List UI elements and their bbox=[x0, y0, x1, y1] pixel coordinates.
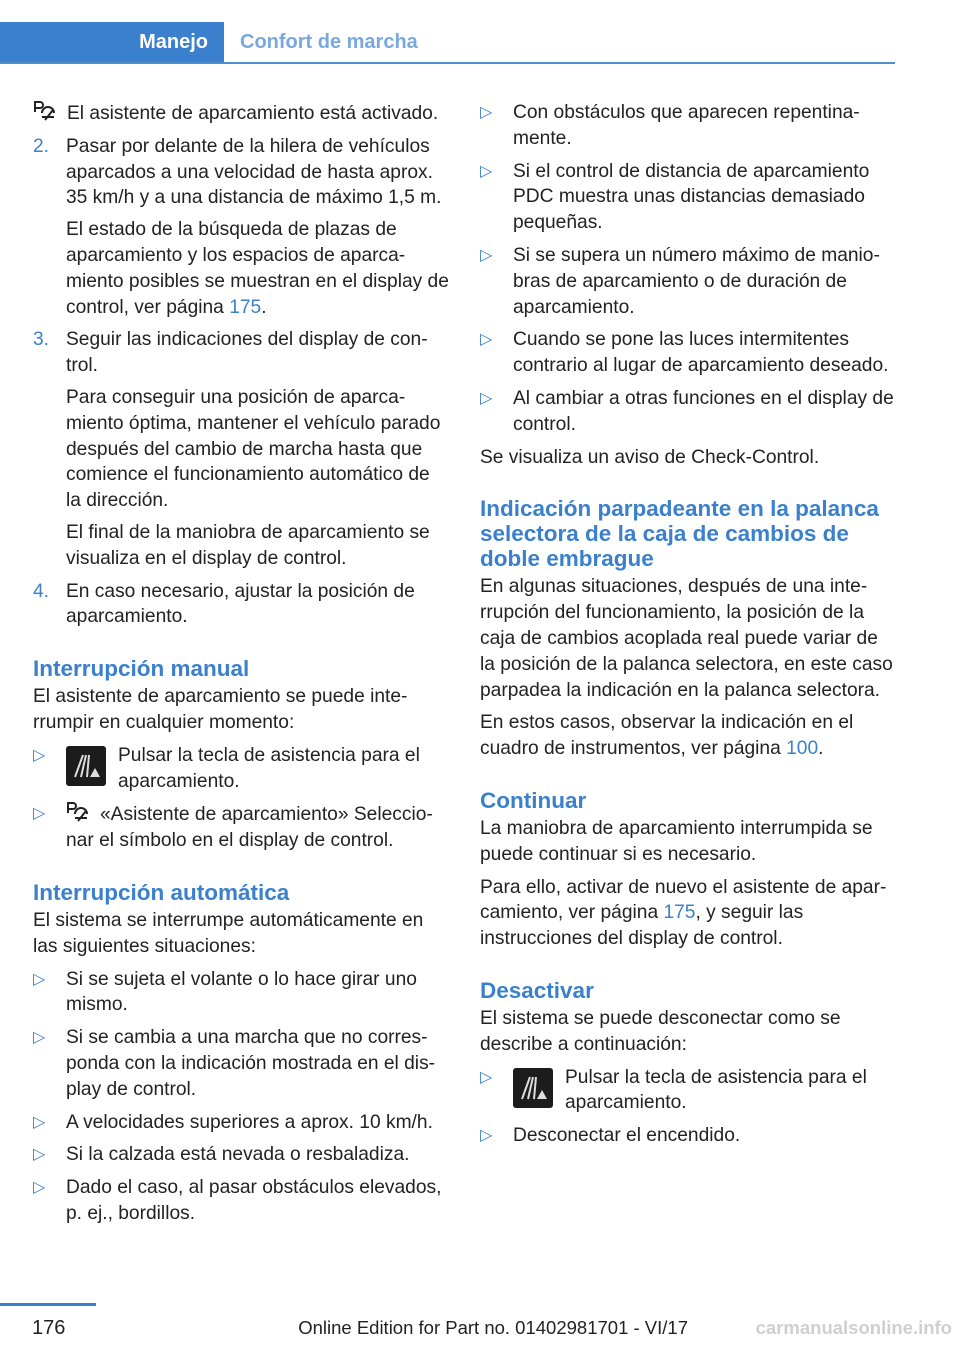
list-item: ▷ Si se sujeta el volante o lo hace girar uno mismo. bbox=[33, 968, 417, 1016]
footer-rule bbox=[0, 1303, 96, 1306]
list-item: ▷ Con obstáculos que aparecen repentinamente. bbox=[480, 102, 860, 149]
bullet-triangle-icon: ▷ bbox=[480, 389, 493, 407]
step-number: 2. bbox=[33, 135, 50, 157]
page-link[interactable]: 175 bbox=[229, 296, 262, 318]
bullet-triangle-icon: ▷ bbox=[480, 246, 493, 264]
continue-paragraph-2: Para ello, activar de nuevo el asistente de aparcamiento, ver página 175, y seguir las instrucciones del display de control. bbox=[480, 876, 887, 950]
bullet-triangle-icon: ▷ bbox=[33, 1029, 46, 1047]
page-header bbox=[0, 22, 895, 64]
bullet-triangle-icon: ▷ bbox=[33, 1146, 46, 1164]
chapter-tab[interactable]: Manejo bbox=[0, 22, 224, 62]
bullet-triangle-icon: ▷ bbox=[33, 746, 46, 764]
list-item: ▷ Si la calzada está nevada o resbaladiza. bbox=[33, 1142, 449, 1168]
step-subtext: El final de la maniobra de aparcamiento se visualiza en el display de control. bbox=[66, 521, 430, 569]
checkcontrol-note: Se visualiza un aviso de Check-Control. bbox=[480, 446, 820, 468]
bullet-triangle-icon: ▷ bbox=[480, 104, 493, 121]
step-4 bbox=[33, 579, 449, 631]
bullet-triangle-icon: ▷ bbox=[33, 970, 46, 988]
step-3 bbox=[33, 327, 449, 571]
heading-automatic-interruption: Interrupción automática bbox=[33, 879, 290, 905]
step-subtext: Para conseguir una posición de aparcamiento óptima, mantener el vehículo parado después del cambio de marcha hasta que comience el funcionamiento automático de la dirección. bbox=[66, 386, 441, 512]
list-item: ▷ «Asistente de aparcamiento» Seleccionar el símbolo en el display de control. bbox=[33, 801, 449, 854]
page-link[interactable]: 175 bbox=[663, 902, 696, 924]
manual-intro: El asistente de aparcamiento se puede interrumpir en cualquier momento: bbox=[33, 686, 408, 733]
heading-continue: Continuar bbox=[480, 787, 587, 813]
step-text: Seguir las indicaciones del display de control. bbox=[66, 329, 428, 377]
list-item: ▷ Si se supera un número máximo de maniobras de aparcamiento o de duración de aparcamiento. bbox=[480, 244, 880, 318]
parking-assist-button-icon bbox=[513, 1068, 553, 1108]
bullet-triangle-icon: ▷ bbox=[480, 331, 493, 349]
bullet-triangle-icon: ▷ bbox=[33, 1179, 46, 1197]
step-text: Pasar por delante de la hilera de vehículos aparcados a una velocidad de hasta aprox. 35 km/h y a una distancia de máximo 1,5 m. bbox=[66, 135, 442, 209]
bullet-triangle-icon: ▷ bbox=[480, 1068, 493, 1086]
left-column bbox=[33, 100, 449, 1234]
deactivate-intro: El sistema se puede desconectar como se describe a continuación: bbox=[480, 1007, 841, 1055]
list-item: ▷ Cuando se pone las luces intermitentes contrario al lugar de aparcamiento deseado. bbox=[480, 329, 889, 377]
list-item: ▷ Al cambiar a otras funciones en el display de control. bbox=[480, 387, 894, 435]
section-tab[interactable]: Confort de marcha bbox=[240, 31, 418, 53]
parking-assistant-icon bbox=[33, 100, 59, 122]
continue-paragraph: La maniobra de aparcamiento interrumpida se puede continuar si es necesario. bbox=[480, 817, 873, 865]
parking-assistant-icon bbox=[66, 801, 92, 823]
blink-paragraph: En algunas situaciones, después de una interrupción del funcionamiento, la posición de la caja de cambios acoplada real puede variar de la posición de la palanca selectora, en este caso parpadea la indicación en la palanca selectora. bbox=[480, 576, 893, 701]
heading-manual-interruption: Interrupción manual bbox=[33, 656, 250, 682]
bullet-triangle-icon: ▷ bbox=[480, 1127, 493, 1145]
bullet-triangle-icon: ▷ bbox=[33, 805, 46, 823]
step-2 bbox=[33, 134, 449, 321]
intro-paragraph: El asistente de aparcamiento está activado. bbox=[33, 100, 449, 127]
parking-assist-button-icon bbox=[66, 746, 106, 786]
bullet-triangle-icon: ▷ bbox=[480, 162, 493, 180]
list-item: ▷ Si el control de distancia de aparcamiento PDC muestra unas distancias demasiado pequeñas. bbox=[480, 160, 870, 234]
list-item: ▷ Desconectar el encendido. bbox=[480, 1123, 896, 1149]
list-item: ▷ Pulsar la tecla de asistencia para el aparcamiento. bbox=[33, 744, 420, 792]
list-item: ▷ A velocidades superiores a aprox. 10 km/h. bbox=[33, 1110, 449, 1136]
page-number: 176 bbox=[32, 1317, 66, 1339]
step-text: En caso necesario, ajustar la posición de aparcamiento. bbox=[66, 580, 415, 628]
list-item: ▷ Dado el caso, al pasar obstáculos elevados, p. ej., bordillos. bbox=[33, 1177, 442, 1224]
auto-intro: El sistema se interrumpe automáticamente en las siguientes situaciones: bbox=[33, 909, 424, 957]
step-number: 4. bbox=[33, 580, 50, 602]
heading-blinking-indicator: Indicación parpadeante en la palanca selectora de la caja de cambios de doble embrague bbox=[480, 496, 879, 572]
step-subtext: El estado de la búsqueda de plazas de aparcamiento y los espacios de aparcamiento posibles se muestran en el display de control, ver página 175. bbox=[66, 219, 449, 318]
blink-paragraph-2: En estos casos, observar la indicación en el cuadro de instrumentos, ver página 100. bbox=[480, 712, 854, 760]
list-item: ▷ Pulsar la tecla de asistencia para el aparcamiento. bbox=[480, 1066, 867, 1114]
edition-text: Online Edition for Part no. 01402981701 - VI/17 bbox=[298, 1317, 688, 1338]
heading-deactivate: Desactivar bbox=[480, 977, 594, 1003]
list-item: ▷ Si se cambia a una marcha que no corresponda con la indicación mostrada en el display de control. bbox=[33, 1027, 436, 1100]
page-link[interactable]: 100 bbox=[786, 738, 819, 760]
right-column bbox=[480, 100, 896, 1156]
watermark-text: carmanualsonline.info bbox=[755, 1317, 952, 1338]
step-number: 3. bbox=[33, 329, 50, 351]
bullet-triangle-icon: ▷ bbox=[33, 1113, 46, 1131]
